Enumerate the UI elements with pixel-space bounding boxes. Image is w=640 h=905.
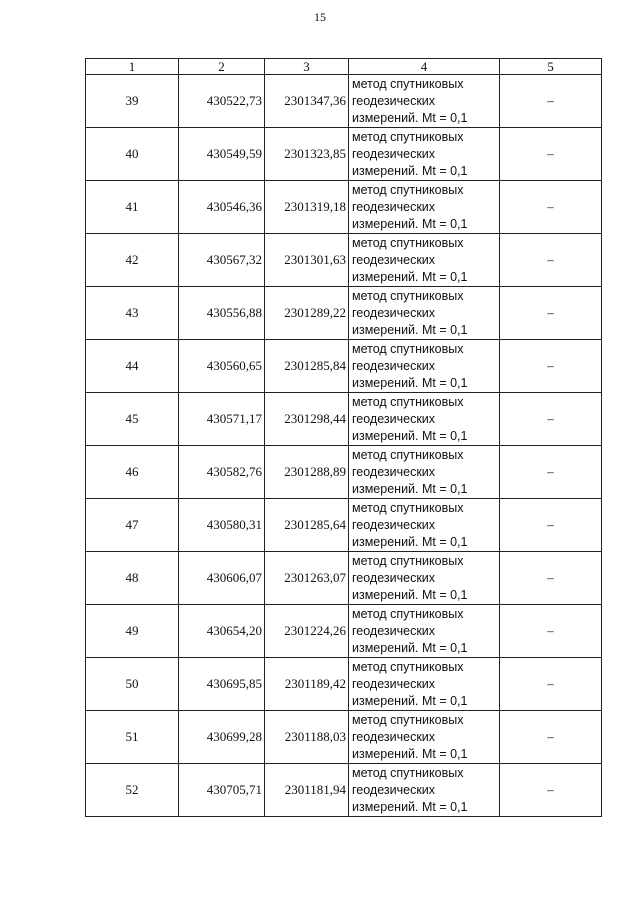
- cell-point-number: 40: [86, 128, 179, 181]
- cell-x-coordinate: 430582,76: [179, 446, 265, 499]
- cell-note: –: [500, 764, 602, 817]
- page-number: 15: [314, 10, 326, 24]
- cell-point-number: 51: [86, 711, 179, 764]
- method-line-1: метод спутниковых: [352, 712, 464, 727]
- method-line-2: геодезических: [352, 305, 436, 320]
- table-header-row: [86, 59, 602, 75]
- cell-point-number: 45: [86, 393, 179, 446]
- cell-x-coordinate: 430549,59: [179, 128, 265, 181]
- method-line-1: метод спутниковых: [352, 606, 464, 621]
- cell-y-coordinate: 2301285,64: [265, 499, 349, 552]
- cell-note: –: [500, 499, 602, 552]
- method-line-2: геодезических: [352, 729, 436, 744]
- cell-note: –: [500, 393, 602, 446]
- table-row: [86, 393, 602, 446]
- method-line-3: измерений. Mt = 0,1: [352, 322, 468, 337]
- method-line-2: геодезических: [352, 517, 436, 532]
- cell-y-coordinate: 2301181,94: [265, 764, 349, 817]
- cell-y-coordinate: 2301301,63: [265, 234, 349, 287]
- method-line-2: геодезических: [352, 623, 436, 638]
- method-line-3: измерений. Mt = 0,1: [352, 428, 468, 443]
- cell-point-number: 48: [86, 552, 179, 605]
- cell-method: [349, 287, 500, 340]
- cell-x-coordinate: 430705,71: [179, 764, 265, 817]
- cell-note: –: [500, 446, 602, 499]
- method-line-3: измерений. Mt = 0,1: [352, 269, 468, 284]
- table-row: [86, 446, 602, 499]
- column-header-number: 1: [86, 59, 179, 75]
- method-line-1: метод спутниковых: [352, 182, 464, 197]
- cell-x-coordinate: 430567,32: [179, 234, 265, 287]
- method-line-3: измерений. Mt = 0,1: [352, 534, 468, 549]
- table-row: [86, 181, 602, 234]
- cell-note: –: [500, 128, 602, 181]
- method-line-3: измерений. Mt = 0,1: [352, 163, 468, 178]
- method-line-2: геодезических: [352, 199, 436, 214]
- method-line-1: метод спутниковых: [352, 659, 464, 674]
- method-line-1: метод спутниковых: [352, 235, 464, 250]
- method-line-3: измерений. Mt = 0,1: [352, 216, 468, 231]
- cell-method: [349, 605, 500, 658]
- method-line-3: измерений. Mt = 0,1: [352, 799, 468, 814]
- table-row: [86, 764, 602, 817]
- method-line-1: метод спутниковых: [352, 447, 464, 462]
- cell-point-number: 49: [86, 605, 179, 658]
- cell-note: –: [500, 340, 602, 393]
- method-line-1: метод спутниковых: [352, 129, 464, 144]
- cell-point-number: 42: [86, 234, 179, 287]
- table-row: [86, 340, 602, 393]
- cell-method: [349, 446, 500, 499]
- cell-method: [349, 234, 500, 287]
- cell-note: –: [500, 287, 602, 340]
- method-line-2: геодезических: [352, 464, 436, 479]
- cell-method: [349, 658, 500, 711]
- cell-method: [349, 75, 500, 128]
- cell-y-coordinate: 2301285,84: [265, 340, 349, 393]
- table-row: [86, 75, 602, 128]
- cell-point-number: 52: [86, 764, 179, 817]
- cell-note: –: [500, 711, 602, 764]
- table-row: [86, 605, 602, 658]
- cell-y-coordinate: 2301323,85: [265, 128, 349, 181]
- cell-point-number: 43: [86, 287, 179, 340]
- cell-x-coordinate: 430580,31: [179, 499, 265, 552]
- coordinates-table: [85, 58, 602, 817]
- cell-method: [349, 181, 500, 234]
- cell-point-number: 39: [86, 75, 179, 128]
- cell-x-coordinate: 430654,20: [179, 605, 265, 658]
- cell-method: [349, 711, 500, 764]
- table-row: [86, 499, 602, 552]
- cell-y-coordinate: 2301188,03: [265, 711, 349, 764]
- method-line-1: метод спутниковых: [352, 394, 464, 409]
- cell-y-coordinate: 2301319,18: [265, 181, 349, 234]
- cell-point-number: 46: [86, 446, 179, 499]
- cell-x-coordinate: 430546,36: [179, 181, 265, 234]
- cell-note: –: [500, 181, 602, 234]
- cell-method: [349, 340, 500, 393]
- method-line-2: геодезических: [352, 570, 436, 585]
- cell-note: –: [500, 658, 602, 711]
- cell-point-number: 50: [86, 658, 179, 711]
- cell-method: [349, 393, 500, 446]
- method-line-3: измерений. Mt = 0,1: [352, 110, 468, 125]
- cell-point-number: 41: [86, 181, 179, 234]
- method-line-1: метод спутниковых: [352, 76, 464, 91]
- cell-x-coordinate: 430606,07: [179, 552, 265, 605]
- cell-point-number: 44: [86, 340, 179, 393]
- method-line-2: геодезических: [352, 252, 436, 267]
- cell-y-coordinate: 2301347,36: [265, 75, 349, 128]
- cell-method: [349, 128, 500, 181]
- table-row: [86, 128, 602, 181]
- method-line-2: геодезических: [352, 411, 436, 426]
- method-line-1: метод спутниковых: [352, 341, 464, 356]
- method-line-2: геодезических: [352, 146, 436, 161]
- method-line-3: измерений. Mt = 0,1: [352, 587, 468, 602]
- column-header-x: 2: [179, 59, 265, 75]
- table-row: [86, 552, 602, 605]
- cell-y-coordinate: 2301263,07: [265, 552, 349, 605]
- method-line-1: метод спутниковых: [352, 500, 464, 515]
- cell-y-coordinate: 2301289,22: [265, 287, 349, 340]
- method-line-3: измерений. Mt = 0,1: [352, 375, 468, 390]
- cell-method: [349, 552, 500, 605]
- method-line-3: измерений. Mt = 0,1: [352, 640, 468, 655]
- cell-note: –: [500, 605, 602, 658]
- table-row: [86, 658, 602, 711]
- cell-method: [349, 499, 500, 552]
- column-header-method: 4: [349, 59, 500, 75]
- table-row: [86, 234, 602, 287]
- cell-x-coordinate: 430699,28: [179, 711, 265, 764]
- cell-method: [349, 764, 500, 817]
- cell-y-coordinate: 2301189,42: [265, 658, 349, 711]
- method-line-3: измерений. Mt = 0,1: [352, 693, 468, 708]
- cell-note: –: [500, 552, 602, 605]
- method-line-2: геодезических: [352, 358, 436, 373]
- cell-note: –: [500, 234, 602, 287]
- table-row: [86, 287, 602, 340]
- method-line-1: метод спутниковых: [352, 765, 464, 780]
- cell-note: –: [500, 75, 602, 128]
- cell-y-coordinate: 2301224,26: [265, 605, 349, 658]
- method-line-2: геодезических: [352, 676, 436, 691]
- cell-y-coordinate: 2301288,89: [265, 446, 349, 499]
- method-line-3: измерений. Mt = 0,1: [352, 746, 468, 761]
- method-line-1: метод спутниковых: [352, 288, 464, 303]
- cell-y-coordinate: 2301298,44: [265, 393, 349, 446]
- method-line-1: метод спутниковых: [352, 553, 464, 568]
- column-header-note: 5: [500, 59, 602, 75]
- method-line-2: геодезических: [352, 782, 436, 797]
- cell-x-coordinate: 430522,73: [179, 75, 265, 128]
- table-row: [86, 711, 602, 764]
- cell-x-coordinate: 430571,17: [179, 393, 265, 446]
- method-line-3: измерений. Mt = 0,1: [352, 481, 468, 496]
- method-line-2: геодезических: [352, 93, 436, 108]
- cell-x-coordinate: 430695,85: [179, 658, 265, 711]
- cell-x-coordinate: 430560,65: [179, 340, 265, 393]
- column-header-y: 3: [265, 59, 349, 75]
- cell-x-coordinate: 430556,88: [179, 287, 265, 340]
- cell-point-number: 47: [86, 499, 179, 552]
